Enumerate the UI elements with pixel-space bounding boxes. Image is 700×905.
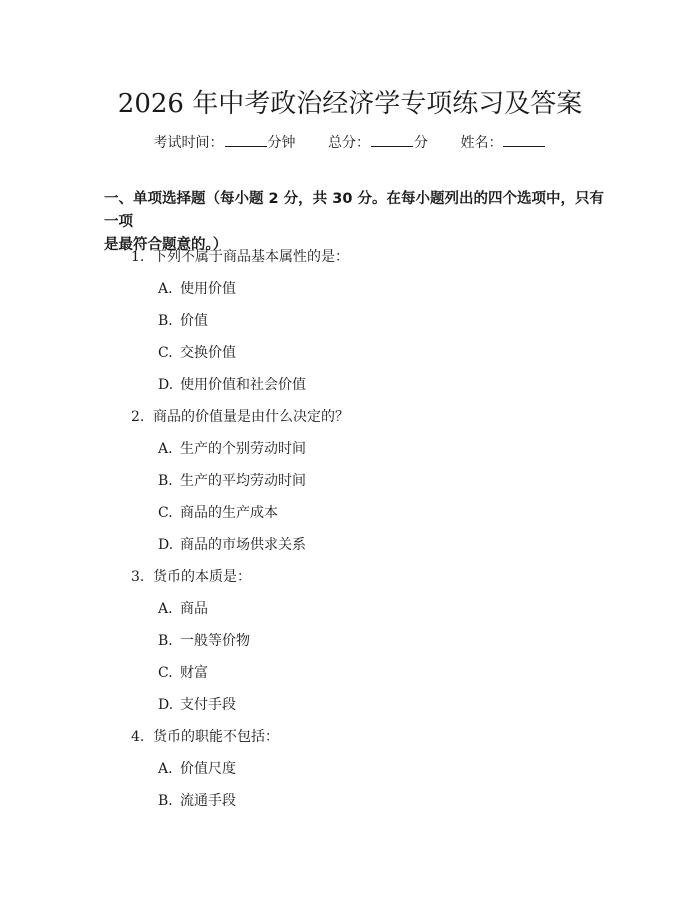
option-letter: B. xyxy=(158,793,173,809)
option-text: 价值尺度 xyxy=(180,761,236,777)
question-list xyxy=(0,241,700,817)
page-title: 2026 年中考政治经济学专项练习及答案 xyxy=(117,89,583,119)
name-blank xyxy=(503,134,545,147)
option-letter: D. xyxy=(158,377,174,393)
total-score-suffix: 分 xyxy=(414,135,428,151)
question-text: 货币的本质是： xyxy=(153,569,251,585)
option-text: 价值 xyxy=(180,313,208,329)
question-text: 商品的价值量是由什么决定的？ xyxy=(153,409,349,425)
answer-option xyxy=(0,465,700,497)
option-text: 财富 xyxy=(180,665,208,681)
option-letter: A. xyxy=(158,761,173,777)
exam-time-field xyxy=(154,132,296,152)
answer-option xyxy=(0,433,700,465)
option-letter: B. xyxy=(158,473,173,489)
total-score-label: 总分： xyxy=(328,135,370,151)
question-stem xyxy=(0,241,700,273)
option-letter: C. xyxy=(158,505,173,521)
option-text: 生产的个别劳动时间 xyxy=(180,441,306,457)
answer-option xyxy=(0,785,700,817)
section-heading-line-1: 一、单项选择题（每小题 2 分，共 30 分。在每小题列出的四个选项中，只有一项 xyxy=(104,191,604,230)
answer-option xyxy=(0,273,700,305)
question-number: 2. xyxy=(131,409,145,425)
answer-option xyxy=(0,593,700,625)
option-letter: D. xyxy=(158,537,174,553)
option-text: 交换价值 xyxy=(180,345,236,361)
exam-time-blank xyxy=(225,134,267,147)
exam-time-suffix: 分钟 xyxy=(267,135,296,151)
option-text: 使用价值 xyxy=(180,281,236,297)
question-number: 1. xyxy=(131,249,145,265)
option-text: 支付手段 xyxy=(180,697,236,713)
option-letter: D. xyxy=(158,697,174,713)
exam-time-label: 考试时间： xyxy=(153,135,224,151)
total-score-field xyxy=(328,132,428,152)
question-text: 下列不属于商品基本属性的是： xyxy=(153,249,349,265)
option-letter: A. xyxy=(158,441,173,457)
option-text: 一般等价物 xyxy=(180,633,250,649)
option-text: 商品的生产成本 xyxy=(180,505,278,521)
option-letter: A. xyxy=(158,601,173,617)
option-text: 使用价值和社会价值 xyxy=(180,377,306,393)
option-letter: C. xyxy=(158,345,173,361)
answer-option xyxy=(0,657,700,689)
question-number: 3. xyxy=(131,569,145,585)
question-stem xyxy=(0,721,700,753)
name-label: 姓名： xyxy=(460,135,503,151)
name-field xyxy=(460,132,546,152)
question-stem xyxy=(0,401,700,433)
answer-option xyxy=(0,753,700,785)
option-text: 商品 xyxy=(180,601,208,617)
option-letter: B. xyxy=(158,313,173,329)
question-stem xyxy=(0,561,700,593)
answer-option xyxy=(0,305,700,337)
total-score-blank xyxy=(371,134,413,147)
answer-option xyxy=(0,689,700,721)
answer-option xyxy=(0,369,700,401)
option-letter: B. xyxy=(158,633,173,649)
question-number: 4. xyxy=(131,729,145,745)
answer-option xyxy=(0,625,700,657)
question-text: 货币的职能不包括： xyxy=(153,729,279,745)
option-letter: A. xyxy=(158,281,173,297)
option-letter: C. xyxy=(158,665,173,681)
section-heading-line-2: 是最符合题意的。） xyxy=(104,237,228,253)
answer-option xyxy=(0,529,700,561)
exam-info-row xyxy=(0,132,700,152)
option-text: 流通手段 xyxy=(180,793,236,809)
answer-option xyxy=(0,337,700,369)
answer-option xyxy=(0,497,700,529)
option-text: 生产的平均劳动时间 xyxy=(180,473,306,489)
option-text: 商品的市场供求关系 xyxy=(180,537,306,553)
